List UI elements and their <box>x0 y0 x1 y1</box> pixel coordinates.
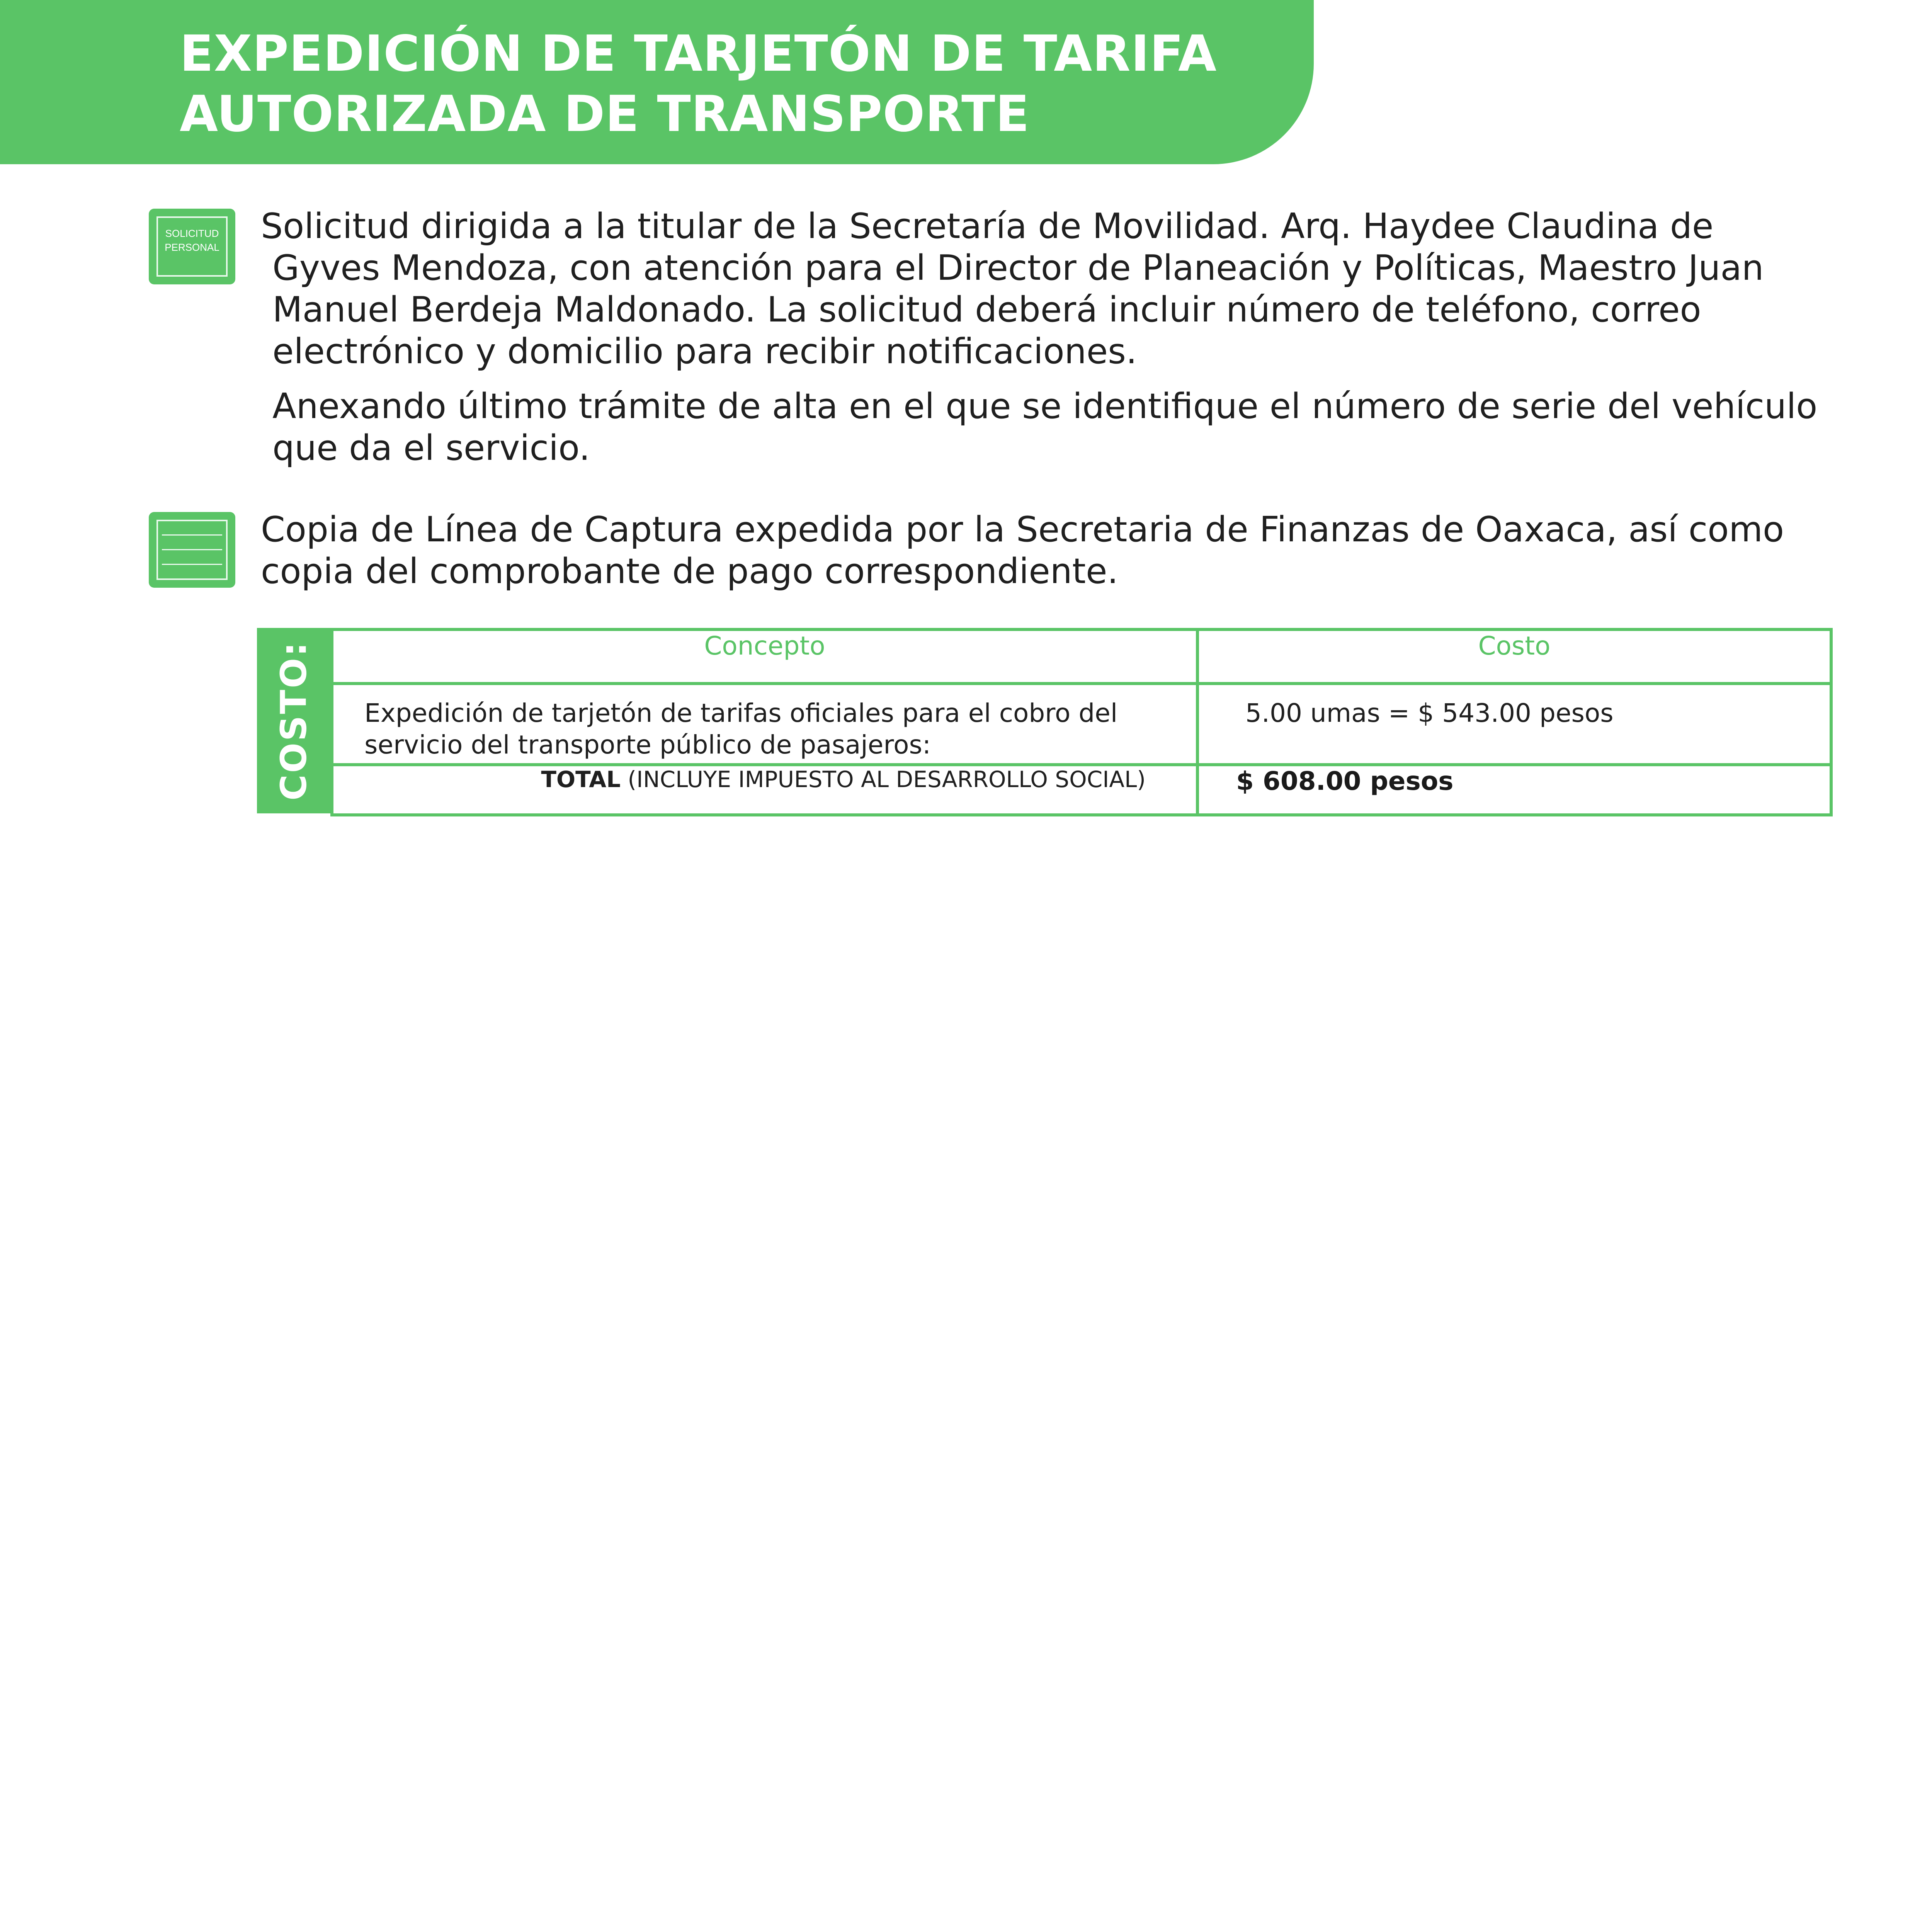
solicitud-personal-icon <box>149 209 235 284</box>
table-row <box>332 684 1831 765</box>
page-title-line-1: EXPEDICIÓN DE TARJETÓN DE TARIFA <box>180 25 1217 83</box>
document-lines-icon <box>149 512 235 588</box>
icon-line <box>162 564 222 565</box>
total-value: $ 608.00 pesos <box>1197 765 1831 815</box>
requirement-note: Anexando último trámite de alta en el que se identifique el número de serie del vehículo que da el servicio. <box>272 386 1818 468</box>
total-label-note: (INCLUYE IMPUESTO AL DESARROLLO SOCIAL) <box>621 766 1146 793</box>
table-header-row <box>332 629 1831 684</box>
total-row <box>332 765 1831 815</box>
page-title <box>180 24 1217 145</box>
icon-caption-line-1: SOLICITUD <box>165 228 219 239</box>
requirement-description: Copia de Línea de Captura expedida por la Secretaria de Finanzas de Oaxaca, así como copia del comprobante de pago correspondiente. <box>261 509 1784 592</box>
page-title-line-2: AUTORIZADA DE TRANSPORTE <box>180 85 1030 143</box>
cost-table <box>330 628 1833 816</box>
requirement-description: Solicitud dirigida a la titular de la Secretaría de Movilidad. Arq. Haydee Claudina de Gyves Mendoza, con atención para el Director de Planeación y Políticas, Maestro Juan Manuel Berdeja Maldonado. La solicitud deberá incluir número de teléfono, correo electrónico y domicilio para recibir notificaciones. <box>261 206 1764 372</box>
requirement-text <box>261 509 1818 592</box>
total-label-bold: TOTAL <box>541 766 621 793</box>
column-header-cost: Costo <box>1197 629 1831 684</box>
requirement-text <box>261 206 1818 469</box>
column-header-concept: Concepto <box>332 629 1197 684</box>
header-banner <box>0 0 1314 164</box>
icon-caption-line-2: PERSONAL <box>165 242 219 253</box>
cost-section <box>257 628 1830 813</box>
cost-side-bar <box>257 628 330 813</box>
icon-line <box>162 549 222 550</box>
cost-side-label: COSTO: <box>273 641 315 801</box>
concept-cell: Expedición de tarjetón de tarifas oficiales para el cobro del servicio del transporte público de pasajeros: <box>332 684 1197 765</box>
icon-caption <box>149 226 235 254</box>
icon-line <box>162 534 222 536</box>
total-label <box>332 765 1197 815</box>
cost-cell: 5.00 umas = $ 543.00 pesos <box>1197 684 1831 765</box>
